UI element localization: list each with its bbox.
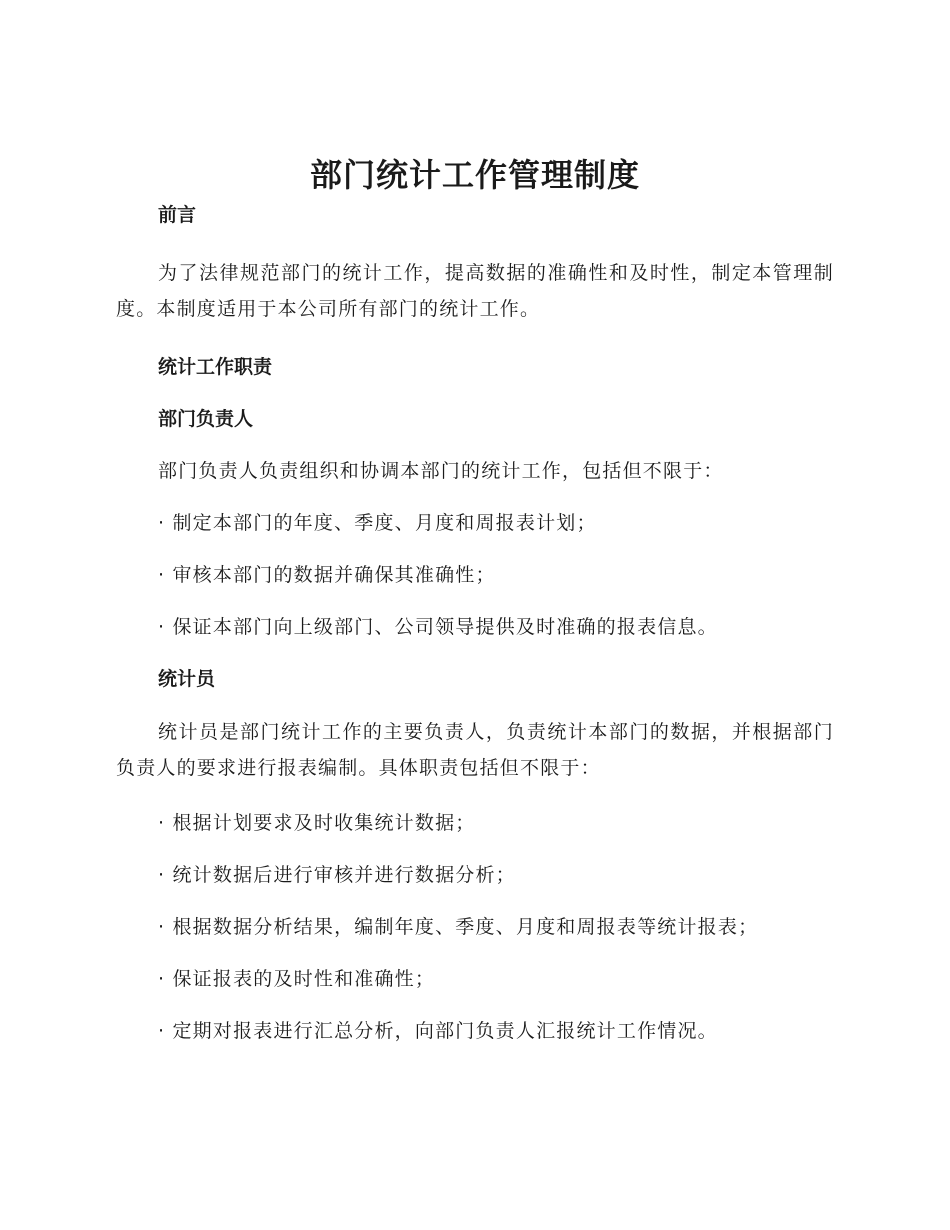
list-item: · 根据数据分析结果，编制年度、季度、月度和周报表等统计报表； (158, 916, 759, 938)
list-item: · 统计数据后进行审核并进行数据分析； (158, 864, 516, 886)
list-item: · 制定本部门的年度、季度、月度和周报表计划； (158, 512, 597, 534)
list-item: · 审核本部门的数据并确保其准确性； (158, 564, 496, 586)
statistician-paragraph: 统计员是部门统计工作的主要负责人，负责统计本部门的数据，并根据部门负责人的要求进行报表编制。具体职责包括但不限于： (116, 721, 834, 779)
department-head-intro: 部门负责人负责组织和协调本部门的统计工作，包括但不限于： (158, 460, 724, 482)
statistician-heading: 统计员 (158, 668, 216, 690)
list-item: · 定期对报表进行汇总分析，向部门负责人汇报统计工作情况。 (158, 1020, 718, 1042)
list-item: · 根据计划要求及时收集统计数据； (158, 812, 476, 834)
duties-heading: 统计工作职责 (158, 356, 273, 378)
list-item: · 保证报表的及时性和准确性； (158, 968, 436, 990)
document-body (116, 200, 834, 1046)
preface-paragraph: 为了法律规范部门的统计工作，提高数据的准确性和及时性，制定本管理制度。本制度适用于本公司所有部门的统计工作。 (116, 262, 834, 320)
list-item: · 保证本部门向上级部门、公司领导提供及时准确的报表信息。 (158, 616, 718, 638)
page-title: 部门统计工作管理制度 (309, 156, 640, 194)
department-head-heading: 部门负责人 (158, 408, 254, 430)
preface-heading: 前言 (158, 204, 197, 226)
